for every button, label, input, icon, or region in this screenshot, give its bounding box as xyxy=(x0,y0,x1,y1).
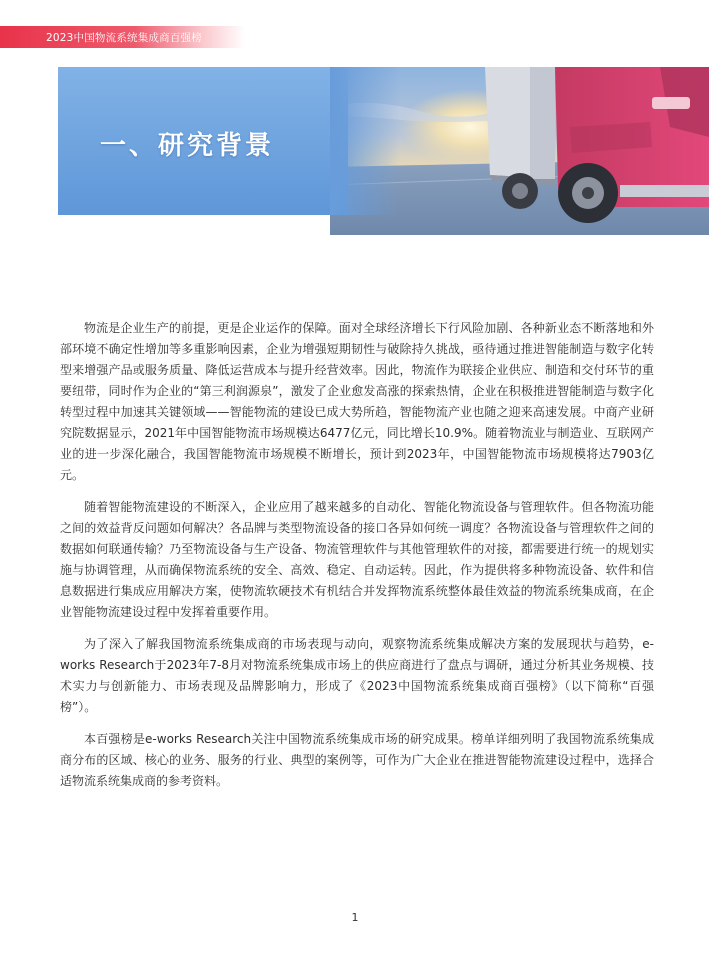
paragraph: 本百强榜是e-works Research关注中国物流系统集成市场的研究成果。榜单详细列明了我国物流系统集成商分布的区域、核心的业务、服务的行业、典型的案例等，可作为广大企业在推进智能物流建设过程中，选择合适物流系统集成商的参考资料。 xyxy=(60,732,654,788)
paragraph: 物流是企业生产的前提，更是企业运作的保障。面对全球经济增长下行风险加剧、各种新业态不断落地和外部环境不确定性增加等多重影响因素，企业为增强短期韧性与破除持久挑战，亟待通过推进智能制造与数字化转型来增强产品或服务质量、降低运营成本与提升经营效率。因此，物流作为联接企业供应、制造和交付环节的重要纽带，同时作为企业的“第三利润源泉”，激发了企业愈发高涨的探索热情，企业在积极推进智能制造与数字化转型过程中加速其关键领域——智能物流的建设已成大势所趋，智能物流产业也随之迎来高速发展。中商产业研究院数据显示，2021年中国智能物流市场规模达6477亿元，同比增长10.9%。随着物流业与制造业、互联网产业的进一步深化融合，我国智能物流市场规模不断增长，预计到2023年，中国智能物流市场规模将达7903亿元。 xyxy=(60,321,654,482)
paragraph: 为了深入了解我国物流系统集成商的市场表现与动向，观察物流系统集成解决方案的发展现状与趋势，e-works Research于2023年7-8月对物流系统集成市场上的供应商进行了盘点与调研，通过分析其业务规模、技术实力与创新能力、市场表现及品牌影响力，形成了《2023中国物流系统集成商百强榜》（以下简称“百强榜”）。 xyxy=(60,637,654,714)
section-banner xyxy=(58,67,709,235)
body-text xyxy=(60,318,654,803)
report-header-tag xyxy=(0,26,245,48)
report-tag-text: 2023中国物流系统集成商百强榜 xyxy=(46,32,202,44)
section-title: 一、研究背景 xyxy=(100,131,275,161)
paragraph: 随着智能物流建设的不断深入，企业应用了越来越多的自动化、智能化物流设备与管理软件。但各物流功能之间的效益背反问题如何解决？各品牌与类型物流设备的接口各异如何统一调度？各物流设备与管理软件之间的数据如何联通传输？乃至物流设备与生产设备、物流管理软件与其他管理软件的对接，都需要进行统一的规划实施与协调管理，从而确保物流系统的安全、高效、稳定、自动运转。因此，作为提供将多种物流设备、软件和信息数据进行集成应用解决方案，使物流软硬技术有机结合并发挥物流系统整体最佳效益的物流系统集成商，在企业智能物流建设过程中发挥着重要作用。 xyxy=(60,500,654,619)
page-number: 1 xyxy=(351,911,359,924)
